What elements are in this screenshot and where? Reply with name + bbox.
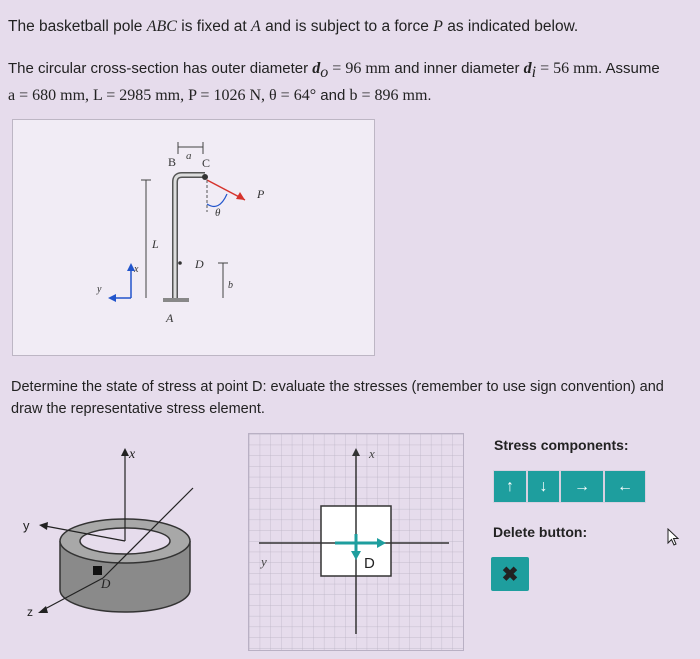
axis-x-label: x: [369, 446, 375, 461]
text: and is subject to a force: [260, 18, 434, 35]
pole-inner: [175, 175, 205, 298]
text: The basketball pole: [8, 18, 147, 35]
label-theta: θ: [215, 207, 221, 219]
text: P: [433, 18, 443, 35]
stress-components-title: Stress components:: [494, 437, 629, 453]
arrowhead: [108, 294, 116, 302]
text: d: [312, 60, 321, 77]
text: P = 1026 N,: [188, 87, 269, 104]
mouse-cursor-icon: [667, 528, 681, 548]
point-d-label: D: [101, 576, 111, 591]
text: a = 680 mm,: [8, 87, 94, 104]
point-d-marker: [93, 566, 102, 575]
instruction-text: Determine the state of stress at point D: evaluate the stresses (remember to use sign convention) and draw the representative stress element.: [11, 379, 664, 417]
delete-button[interactable]: ✖: [491, 557, 529, 591]
label-l: L: [152, 237, 159, 251]
point-d: [178, 261, 182, 265]
arrow-left-button[interactable]: ←: [604, 470, 646, 503]
arrow-right-button[interactable]: →: [560, 470, 604, 503]
axis-x-label: x: [129, 447, 136, 462]
grid-svg[interactable]: [249, 434, 463, 650]
angle-arc: [207, 194, 227, 206]
text: .: [427, 87, 432, 104]
text: = 56 mm: [536, 60, 599, 77]
pole-figure: [12, 119, 375, 356]
text: b = 896 mm: [349, 87, 428, 104]
text: L = 2985 mm,: [93, 87, 189, 104]
delete-button-title: Delete button:: [493, 524, 588, 540]
text: is fixed at: [176, 18, 252, 35]
label-d: D: [195, 257, 204, 271]
question-line-1: [8, 18, 578, 36]
arrowhead: [121, 448, 129, 456]
pole-diagram: [13, 120, 374, 355]
text: . Assume: [598, 60, 660, 77]
text: The circular cross-section has outer diameter: [8, 60, 313, 77]
text: as indicated below.: [442, 18, 579, 35]
axis-y-label: y: [23, 518, 30, 533]
text: d: [523, 60, 532, 77]
axis-z-label: z: [27, 605, 33, 619]
stress-element-canvas[interactable]: [248, 433, 464, 651]
point-c: [202, 174, 208, 180]
text: A: [251, 18, 261, 35]
label-p: P: [257, 187, 265, 201]
text: and inner diameter: [390, 60, 524, 77]
label-y: y: [97, 284, 102, 295]
text: = 96 mm: [328, 60, 391, 77]
label-x: x: [134, 264, 139, 275]
arrow-up-button[interactable]: ↑: [493, 470, 527, 503]
pole: [175, 175, 205, 298]
text: o: [320, 64, 329, 81]
cylinder-diagram: [15, 438, 240, 623]
label-a-point: A: [166, 311, 174, 325]
text: i: [531, 64, 537, 81]
stress-component-buttons: [493, 470, 646, 503]
text: and: [316, 87, 350, 104]
label-c-point: C: [202, 156, 211, 170]
label-a: a: [186, 150, 192, 162]
label-b: b: [228, 280, 233, 291]
ground: [163, 298, 189, 302]
text: ABC: [146, 18, 177, 35]
cross-section-figure: [15, 438, 240, 623]
question-given-values: [8, 57, 698, 107]
arrowhead: [38, 606, 48, 613]
label-b-point: B: [168, 155, 177, 169]
text: θ = 64°: [269, 87, 317, 104]
arrowhead: [39, 522, 48, 530]
axis-y-label: y: [261, 554, 267, 569]
point-d-label: D: [364, 555, 375, 572]
arrow-down-button[interactable]: ↓: [527, 470, 560, 503]
